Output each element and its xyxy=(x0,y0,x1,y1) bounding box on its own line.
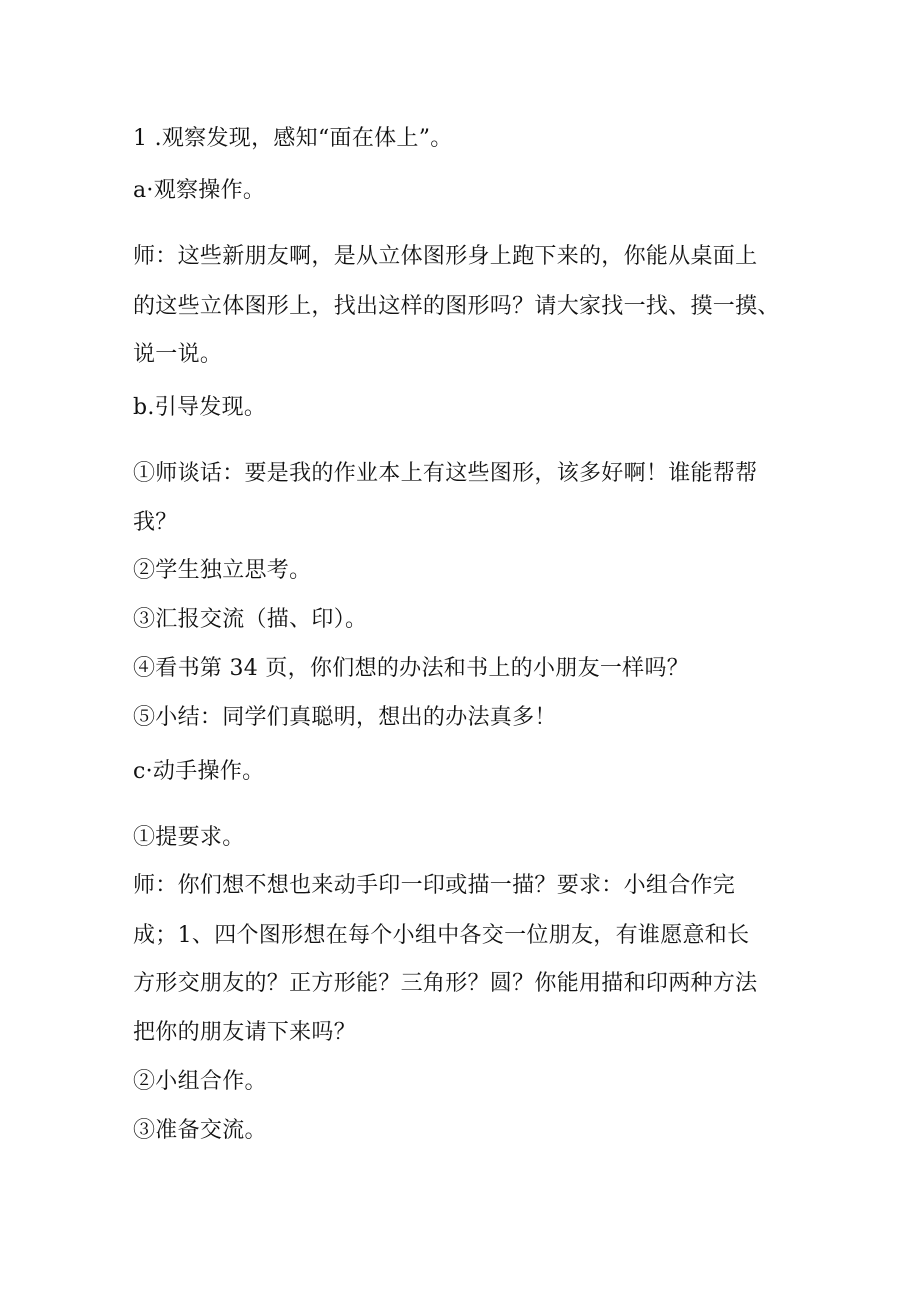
paragraph-line: 师：你们想不想也来动手印一印或描一描？要求：小组合作完 xyxy=(133,873,736,898)
section-heading-observe: 1 .观察发现，感知“面在体上”。 xyxy=(133,126,453,151)
paragraph-line: 的这些立体图形上，找出这样的图形吗？请大家找一找、摸一摸、 xyxy=(133,294,780,319)
subheading-hands-on: c·动手操作。 xyxy=(133,759,265,784)
list-item-line: ①提要求。 xyxy=(133,825,245,850)
list-item-line: ①师谈话：要是我的作业本上有这些图形，该多好啊！谁能帮帮 xyxy=(133,461,758,486)
list-item-line: 我？ xyxy=(133,510,178,535)
subheading-guide-discover: b.引导发现。 xyxy=(133,395,267,420)
paragraph-line: 方形交朋友的？正方形能？三角形？圆？你能用描和印两种方法 xyxy=(133,971,758,996)
list-item-line: ②小组合作。 xyxy=(133,1069,267,1094)
paragraph-line: 说一说。 xyxy=(133,342,223,367)
list-item-line: ③准备交流。 xyxy=(133,1118,267,1143)
paragraph-line: 成；1、四个图形想在每个小组中各交一位朋友，有谁愿意和长 xyxy=(133,923,750,948)
paragraph-line: 把你的朋友请下来吗？ xyxy=(133,1020,357,1045)
paragraph-line: 师：这些新朋友啊，是从立体图形身上跑下来的，你能从桌面上 xyxy=(133,244,758,269)
list-item-line: ②学生独立思考。 xyxy=(133,558,312,583)
list-item-line: ⑤小结：同学们真聪明，想出的办法真多！ xyxy=(133,705,557,730)
list-item-line: ④看书第 34 页，你们想的办法和书上的小朋友一样吗？ xyxy=(133,656,690,681)
list-item-line: ③汇报交流（描、印）。 xyxy=(133,607,368,632)
subheading-observe-operate: a·观察操作。 xyxy=(133,178,266,203)
